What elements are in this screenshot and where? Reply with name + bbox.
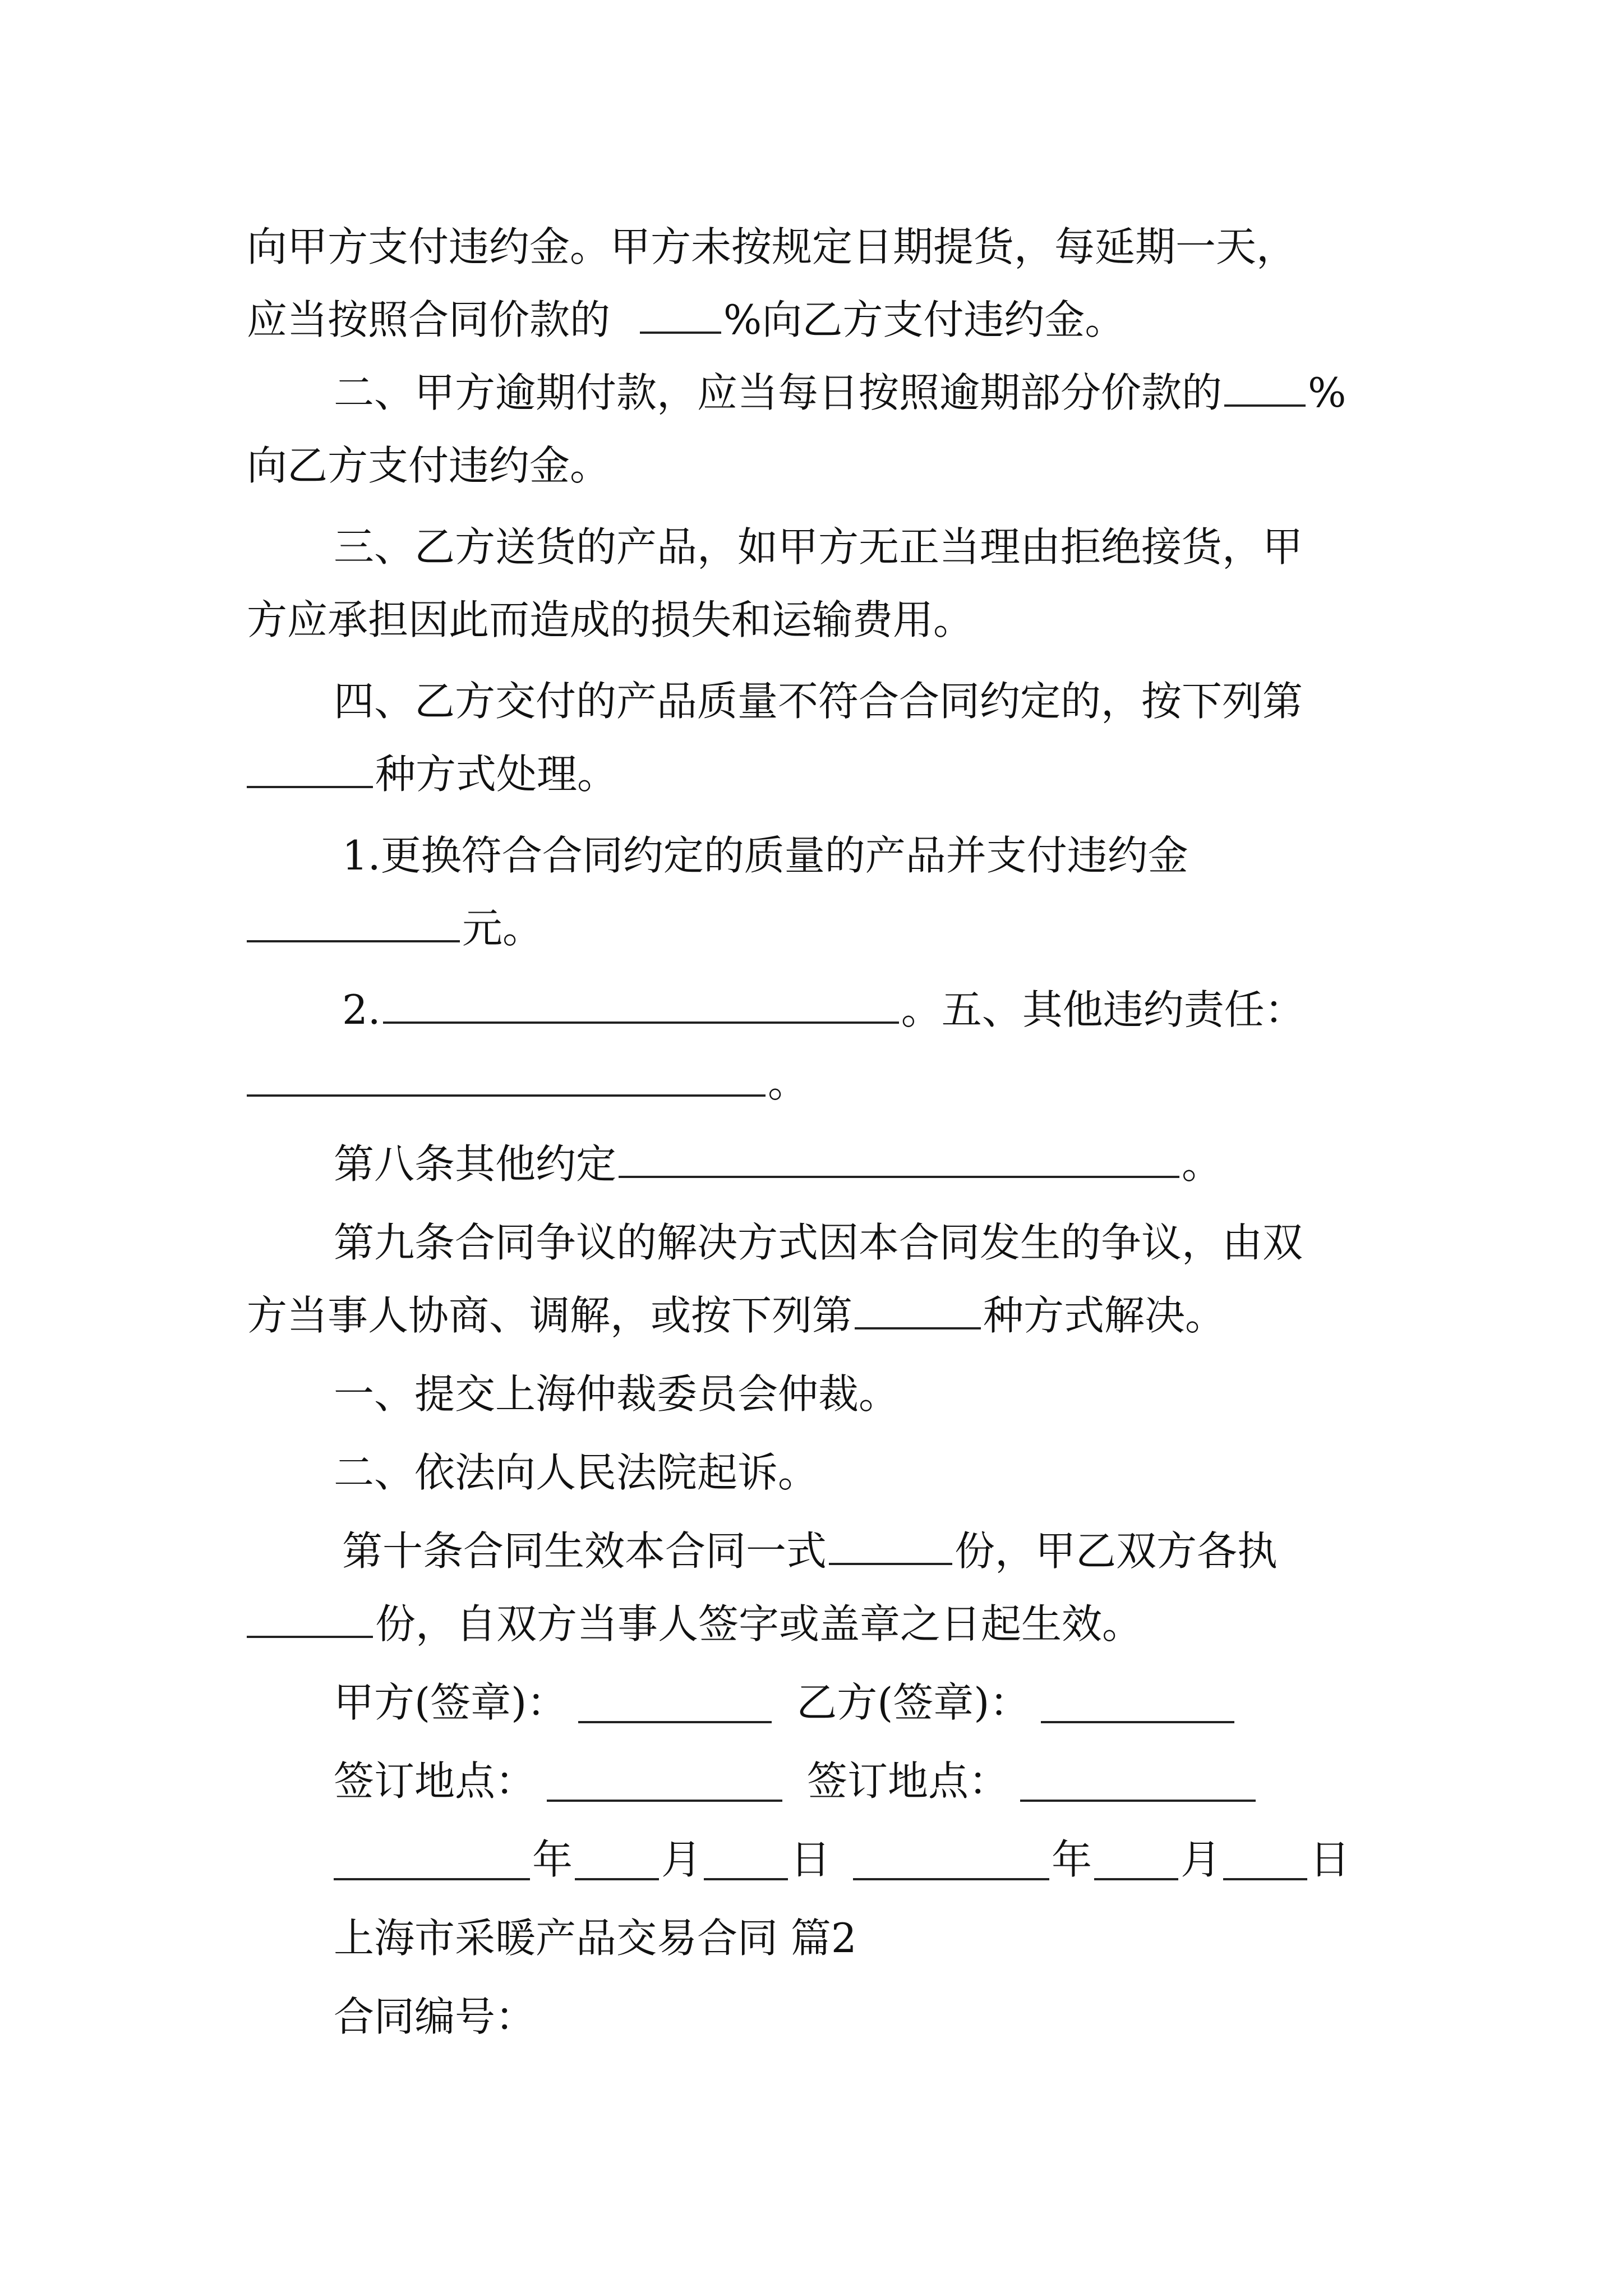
party-a-month-blank xyxy=(575,1839,659,1880)
text-segment: 种方式解决。 xyxy=(983,1292,1226,1339)
paragraph-line-5 xyxy=(334,510,1396,583)
party-a-place-label: 签订地点： xyxy=(334,1757,536,1805)
paragraph-line-16 xyxy=(334,1358,1396,1430)
text-segment: %向乙方支付违约金。 xyxy=(723,296,1126,343)
blank-underline xyxy=(383,982,899,1024)
text-segment: 。 xyxy=(768,1059,809,1106)
party-b-year-blank xyxy=(853,1839,1049,1880)
paragraph-line-18 xyxy=(342,1515,1396,1588)
text-segment: 方当事人协商、调解，或按下列第 xyxy=(247,1292,853,1339)
party-a-year-blank xyxy=(334,1839,530,1880)
day-label: 日 xyxy=(1310,1836,1350,1883)
party-b-signature-label: 乙方(签章)： xyxy=(796,1679,1030,1726)
paragraph-line-8 xyxy=(247,738,1396,811)
year-label: 年 xyxy=(532,1836,573,1883)
blank-underline xyxy=(1224,365,1306,407)
text-segment: 一、提交上海仲裁委员会仲裁。 xyxy=(334,1370,900,1418)
paragraph-line-1 xyxy=(247,210,1396,283)
party-a-signature-blank xyxy=(578,1682,772,1723)
text-segment: 。五、其他违约责任： xyxy=(901,986,1305,1033)
signature-row xyxy=(334,1666,1396,1739)
paragraph-line-12 xyxy=(247,1046,1396,1119)
text-segment: 四、乙方交付的产品质量不符合合同约定的，按下列第 xyxy=(334,678,1303,725)
text-segment: 2. xyxy=(342,986,381,1033)
paragraph-line-13 xyxy=(334,1128,1396,1200)
blank-underline xyxy=(619,1137,1179,1178)
text-segment: 第九条合同争议的解决方式因本合同发生的争议，由双 xyxy=(334,1219,1303,1266)
paragraph-line-14 xyxy=(334,1206,1396,1279)
text-segment: 二、依法向人民法院起诉。 xyxy=(334,1449,819,1496)
text-segment: 向乙方支付违约金。 xyxy=(247,442,611,489)
date-row xyxy=(334,1823,1396,1896)
blank-underline xyxy=(247,747,373,788)
text-segment: % xyxy=(1308,369,1347,416)
party-b-month-blank xyxy=(1094,1839,1178,1880)
text-segment: 第十条合同生效本合同一式 xyxy=(342,1527,827,1575)
paragraph-line-17 xyxy=(334,1436,1396,1509)
party-b-signature-blank xyxy=(1041,1682,1234,1723)
text-segment: 元。 xyxy=(462,905,543,952)
section-title xyxy=(334,1902,1396,1975)
day-label: 日 xyxy=(790,1836,831,1883)
party-b-place-blank xyxy=(1020,1760,1256,1802)
paragraph-line-11 xyxy=(342,973,1396,1046)
text-segment: 第八条其他约定 xyxy=(334,1140,617,1188)
paragraph-line-4 xyxy=(247,429,1396,502)
month-label: 月 xyxy=(1181,1836,1221,1883)
text-segment: 应当按照合同价款的 xyxy=(247,296,611,343)
signing-place-row xyxy=(334,1745,1396,1818)
paragraph-line-7 xyxy=(334,665,1396,738)
text-segment: 方应承担因此而造成的损失和运输费用。 xyxy=(247,596,974,643)
section-title-text: 上海市采暖产品交易合同 篇2 xyxy=(334,1915,857,1962)
party-b-place-label: 签订地点： xyxy=(807,1757,1009,1805)
text-segment: 份，甲乙双方各执 xyxy=(955,1527,1278,1575)
paragraph-line-10 xyxy=(247,892,1396,965)
blank-underline xyxy=(247,1055,766,1097)
text-segment: 种方式处理。 xyxy=(375,751,618,798)
blank-underline xyxy=(247,901,460,942)
month-label: 月 xyxy=(661,1836,702,1883)
contract-number-label: 合同编号： xyxy=(334,1993,536,2040)
paragraph-line-9 xyxy=(342,819,1396,892)
contract-number-line xyxy=(334,1980,1396,2053)
blank-underline xyxy=(247,1596,373,1638)
party-a-day-blank xyxy=(704,1839,788,1880)
text-segment: 。 xyxy=(1182,1140,1223,1188)
text-segment: 份，自双方当事人签字或盖章之日起生效。 xyxy=(375,1600,1143,1648)
text-segment: 1.更换符合合同约定的质量的产品并支付违约金 xyxy=(342,832,1188,879)
blank-underline xyxy=(640,292,721,334)
party-a-place-blank xyxy=(547,1760,782,1802)
paragraph-line-3 xyxy=(334,356,1396,429)
text-segment: 向甲方支付违约金。甲方未按规定日期提货，每延期一天， xyxy=(247,223,1297,270)
paragraph-line-2 xyxy=(247,283,1396,356)
paragraph-line-6 xyxy=(247,583,1396,656)
year-label: 年 xyxy=(1052,1836,1092,1883)
paragraph-line-19 xyxy=(247,1588,1396,1660)
party-a-signature-label: 甲方(签章)： xyxy=(334,1679,568,1726)
party-b-day-blank xyxy=(1223,1839,1307,1880)
blank-underline xyxy=(855,1288,981,1329)
text-segment: 三、乙方送货的产品，如甲方无正当理由拒绝接货，甲 xyxy=(334,523,1303,570)
text-segment: 二、甲方逾期付款，应当每日按照逾期部分价款的 xyxy=(334,369,1223,416)
blank-underline xyxy=(829,1524,952,1565)
paragraph-line-15 xyxy=(247,1279,1396,1352)
